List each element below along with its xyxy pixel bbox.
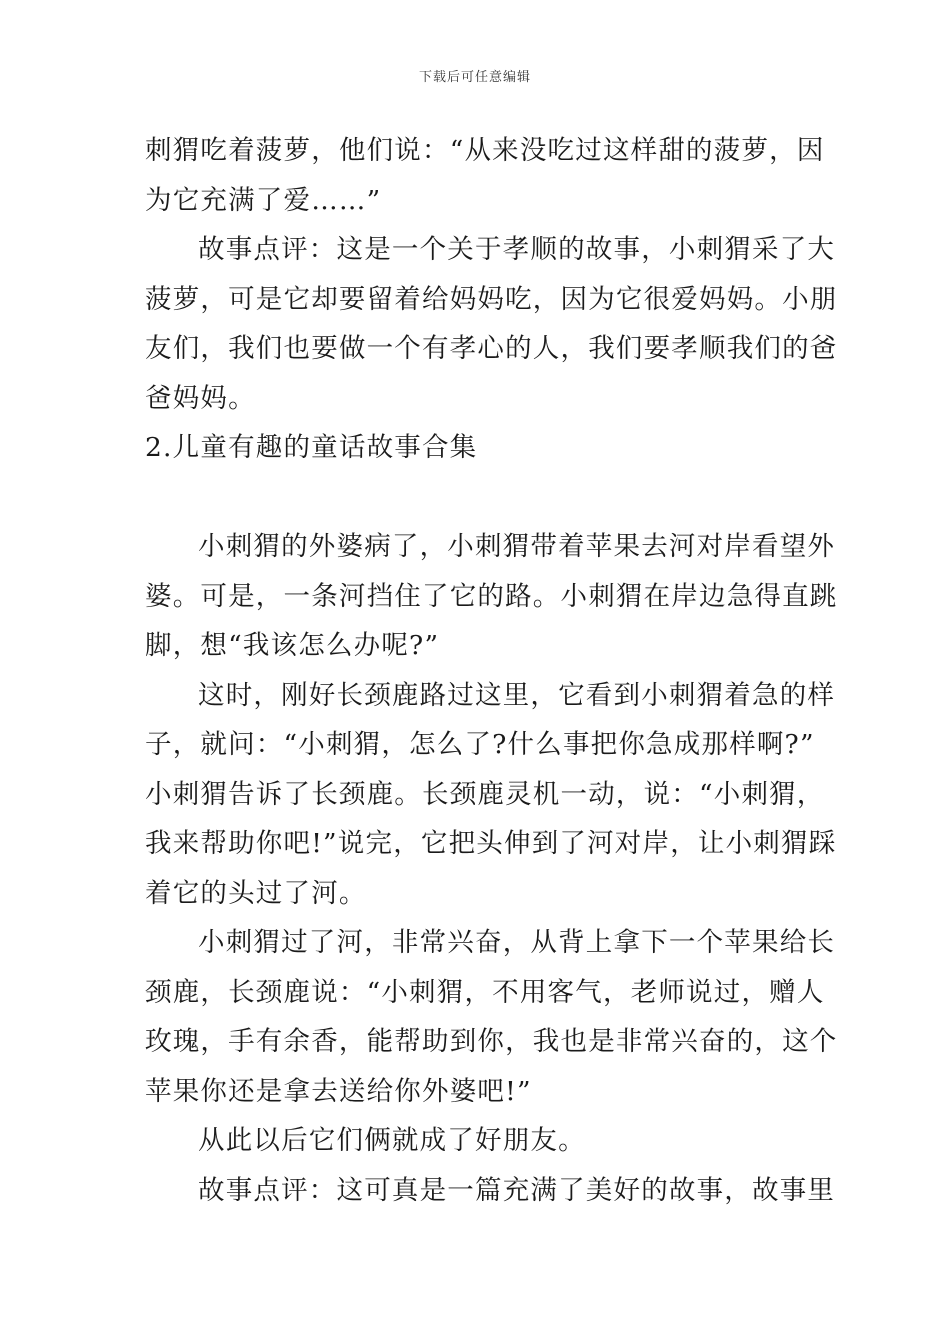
text-line: 刺猬吃着菠萝，他们说：“从来没吃过这样甜的菠萝，因	[145, 135, 825, 166]
text-line: 小刺猬告诉了长颈鹿。长颈鹿灵机一动，说：“小刺猬，	[145, 778, 825, 810]
text-line: 故事点评：这可真是一篇充满了美好的故事，故事里	[198, 1174, 836, 1206]
text-line: 玫瑰，手有余香，能帮助到你，我也是非常兴奋的，这个	[145, 1026, 838, 1057]
text-line: 着它的头过了河。	[145, 877, 367, 909]
page-header: 下载后可任意编辑	[418, 70, 531, 85]
text-line: 菠萝，可是它却要留着给妈妈吃，因为它很爱妈妈。小朋	[145, 283, 838, 315]
text-line: 苹果你还是拿去送给你外婆吧!”	[145, 1075, 532, 1107]
text-line: 我来帮助你吧!”说完，它把头伸到了河对岸，让小刺猬踩	[145, 828, 837, 859]
text-line: 这时，刚好长颈鹿路过这里，它看到小刺猬着急的样	[198, 679, 836, 711]
text-line: 婆。可是，一条河挡住了它的路。小刺猬在岸边急得直跳	[145, 580, 838, 612]
text-line: 脚，想“我该怎么办呢?”	[145, 630, 440, 661]
text-line: 故事点评：这是一个关于孝顺的故事，小刺猬采了大	[198, 234, 836, 265]
text-line: 爸妈妈。	[145, 382, 256, 414]
section-heading: 2.儿童有趣的童话故事合集	[145, 432, 478, 463]
text-line: 子，就问：“小刺猬，怎么了?什么事把你急成那样啊?”	[145, 729, 815, 760]
blank-line	[145, 473, 810, 523]
text-line: 友们，我们也要做一个有孝心的人，我们要孝顺我们的爸	[145, 333, 838, 364]
text-line: 为它充满了爱……”	[145, 184, 382, 216]
text-line: 颈鹿，长颈鹿说：“小刺猬，不用客气，老师说过，赠人	[145, 976, 825, 1008]
text-line: 小刺猬过了河，非常兴奋，从背上拿下一个苹果给长	[198, 927, 836, 958]
text-line: 小刺猬的外婆病了，小刺猬带着苹果去河对岸看望外	[198, 531, 836, 562]
document-body	[145, 126, 838, 1215]
text-line: 从此以后它们俩就成了好朋友。	[198, 1125, 586, 1156]
